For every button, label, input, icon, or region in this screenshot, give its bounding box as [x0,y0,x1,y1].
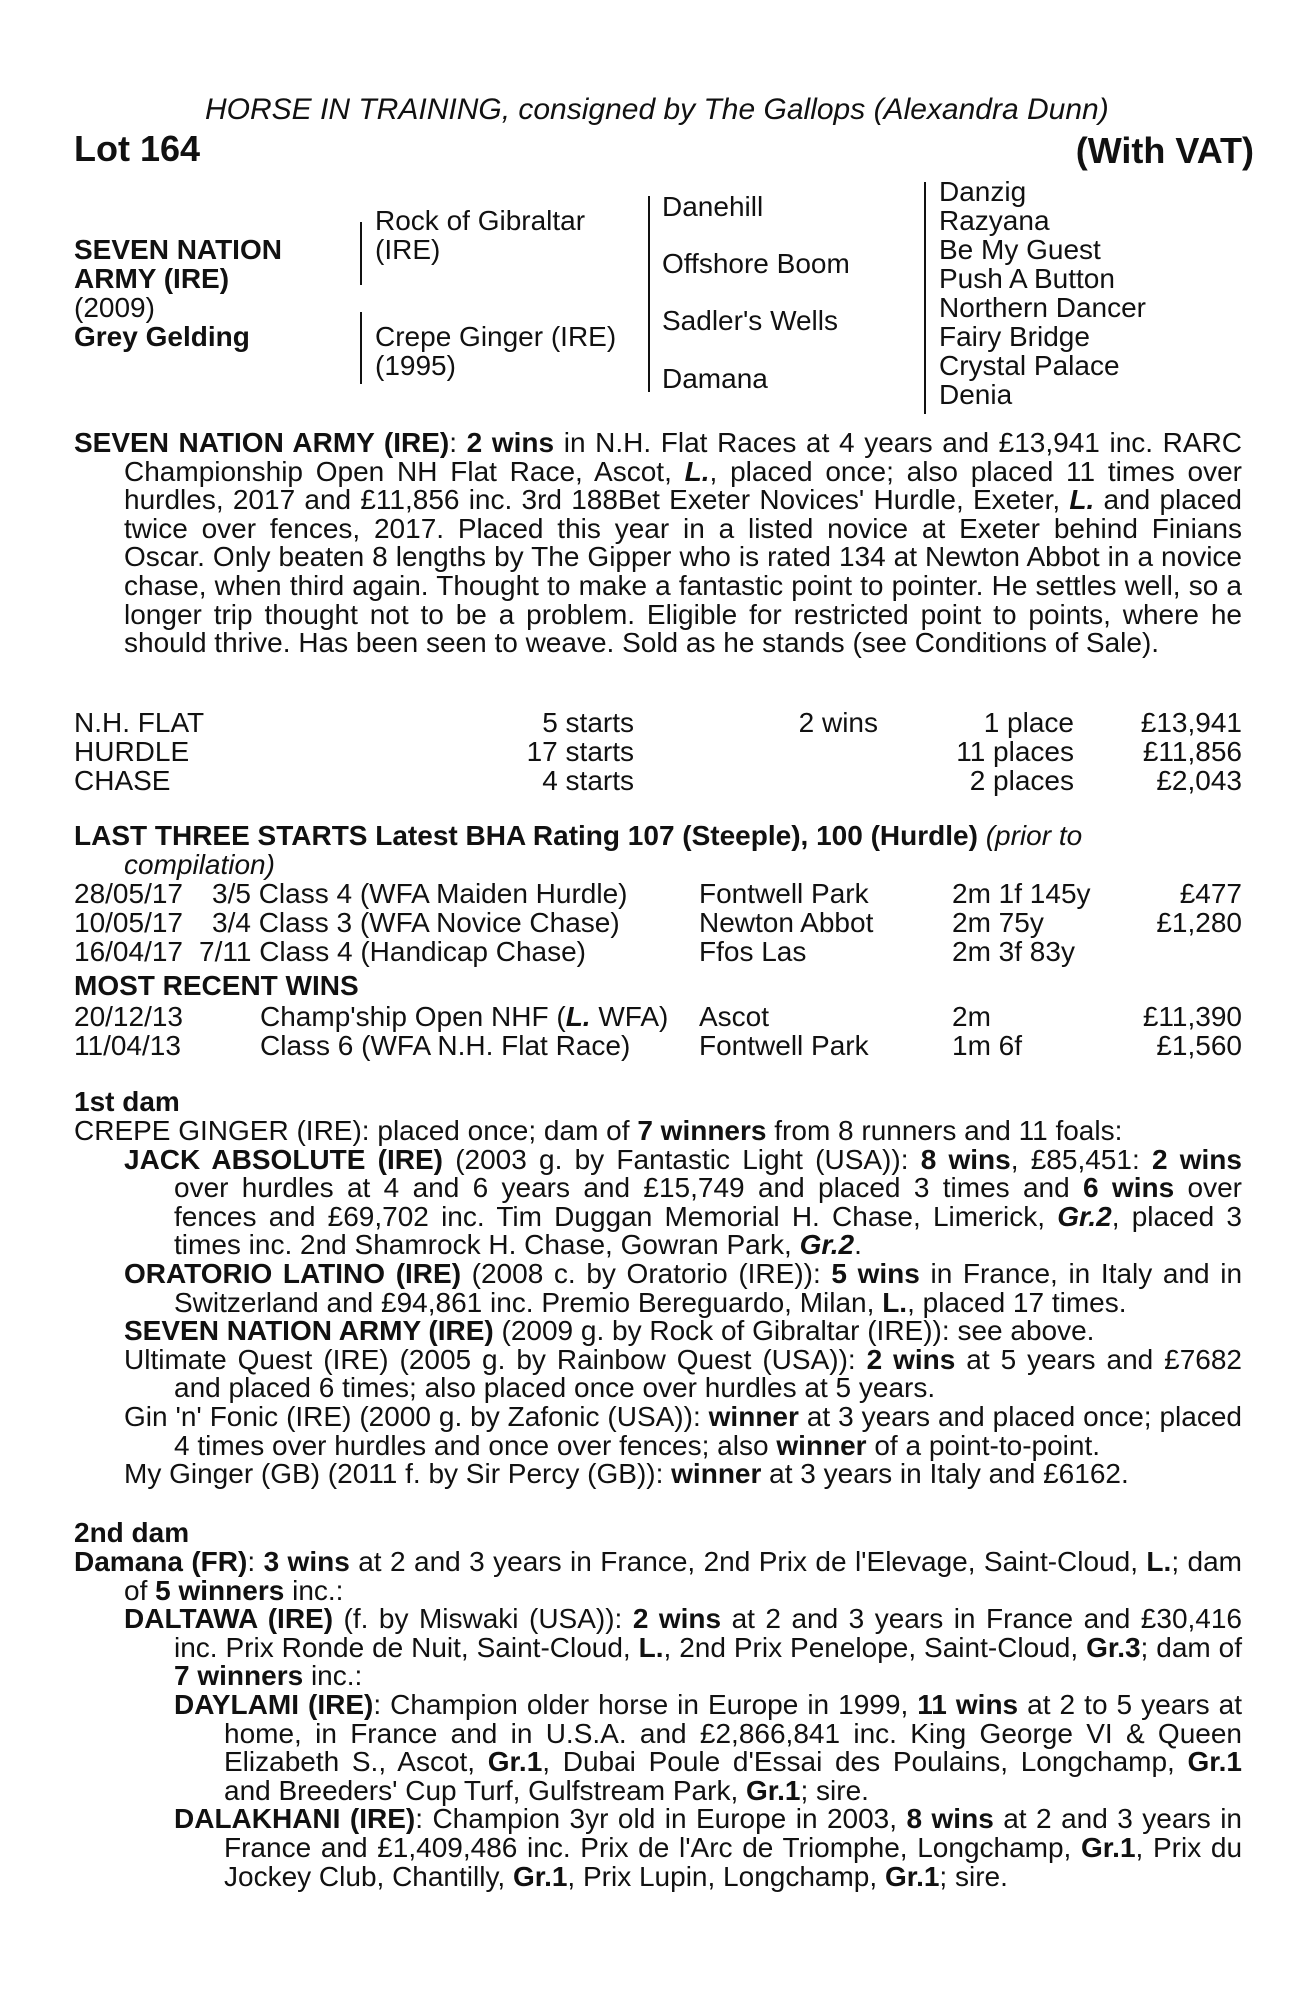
second-dam-heading: 2nd dam [74,1517,190,1548]
pedigree-divider-dam [360,312,362,384]
horse-description: SEVEN NATION ARMY (IRE): 2 wins in N.H. Flat Races at 4 years and £13,941 inc. RARC Championship Open NH Flat Race, Ascot, L., placed once; also placed 11 times over hurdles, 2017 and £11,856 inc. 3rd 188Bet Exeter Novices' Hurdle, Exeter, L. and placed twice over fences, 2017. Placed this year in a listed novice at Exeter behind Finians Oscar. Only beaten 8 lengths by The Gipper who is rated 134 at Newton Abbot in a novice chase, when third again. Thought to make a fantastic point to pointer. He settles well, so a longer trip thought not to be a problem. Eligible for restricted point to points, where he should thrive. Has been seen to weave. Sold as he stands (see Conditions of Sale). [74,427,1243,659]
pedigree-ggp-5: Northern Dancer [939,292,1146,323]
horse-sex: Grey Gelding [74,321,250,352]
vat-status: (With VAT) [1075,130,1254,171]
horse-name-line2: ARMY (IRE) [74,263,230,294]
pedigree-ggp-8: Denia [939,379,1013,410]
recent-wins-heading: MOST RECENT WINS [74,970,359,1001]
first-dam-section: CREPE GINGER (IRE): placed once; dam of 7 winners from 8 runners and 11 foals: JACK ABSOLUTE (IRE) (2003 g. by Fantastic Light (USA)): 8 wins, £85,451: 2 wins over hurdles at 4 and 6 years and £15,749 and placed 3 times and 6 wins over fences and £69,702 inc. Tim Duggan Memorial H. Chase, Limerick, Gr.2, placed 3 times inc. 2nd Shamrock H. Chase, Gowran Park, Gr.2. ORATORIO LATINO (IRE) (2008 c. by Oratorio (IRE)): 5 wins in France, in Italy and in Switzerland and £94,861 inc. Premio Bereguardo, Milan, L., placed 17 times. SEVEN NATION ARMY (IRE) (2009 g. by Rock of Gibraltar (IRE)): see above. Ultimate Quest (IRE) (2005 g. by Rainbow Quest (USA)): 2 wins at 5 years and £7682 and placed 6 times; also placed once over hurdles at 5 years. Gin 'n' Fonic (IRE) (2000 g. by Zafonic (USA)): winner at 3 years and placed once; placed 4 times over hurdles and once over fences; also winner of a point-to-point. My Ginger (GB) (2011 f. by Sir Percy (GB)): winner at 3 years in Italy and £6162. [74,1115,1243,1490]
produce-dalakhani: DALAKHANI (IRE): Champion 3yr old in Europe in 2003, 8 wins at 2 and 3 years in France and £1,409,486 inc. Prix de l'Arc de Triomphe, Longchamp, Gr.1, Prix du Jockey Club, Chantilly, Gr.1, Prix Lupin, Longchamp, Gr.1; sire. [174,1803,1243,1892]
produce-seven-nation-army: SEVEN NATION ARMY (IRE) (2009 g. by Rock of Gibraltar (IRE)): see above. [124,1315,1095,1347]
second-dam-section [74,1548,1242,1891]
lot-number: Lot 164 [74,128,201,169]
pedigree-ggp-2: Razyana [939,205,1050,236]
pedigree-divider-ggp [924,182,926,414]
produce-ultimate-quest: Ultimate Quest (IRE) (2005 g. by Rainbow Quest (USA)): 2 wins at 5 years and £7682 and placed 6 times; also placed once over hurdles at 5 years. [124,1343,1243,1404]
pedigree-divider-sire [360,222,362,285]
produce-my-ginger: My Ginger (GB) (2011 f. by Sir Percy (GB)): winner at 3 years in Italy and £6162. [124,1458,1129,1490]
dam-damana: Damana (FR): 3 wins at 2 and 3 years in France, 2nd Prix de l'Elevage, Saint-Cloud, L.; dam of 5 winners inc.: [74,1546,1242,1606]
pedigree-ggp-3: Be My Guest [939,234,1101,265]
produce-oratorio-latino: ORATORIO LATINO (IRE) (2008 c. by Oratorio (IRE)): 5 wins in France, in Italy and in Switzerland and £94,861 inc. Premio Bereguardo, Milan, L., placed 17 times. [124,1257,1243,1318]
pedigree-gp-3: Sadler's Wells [662,305,838,336]
pedigree-gp-1: Danehill [662,191,764,222]
pedigree-ggp-7: Crystal Palace [939,350,1120,381]
pedigree-dam-year: (1995) [375,350,456,381]
produce-daylami: DAYLAMI (IRE): Champion older horse in Europe in 1999, 11 wins at 2 to 5 years at home, in France and in U.S.A. and £2,866,841 inc. King George VI & Queen Elizabeth S., Ascot, Gr.1, Dubai Poule d'Essai des Poulains, Longchamp, Gr.1 and Breeders' Cup Turf, Gulfstream Park, Gr.1; sire. [174,1688,1243,1806]
pedigree-gp-2: Offshore Boom [662,248,850,279]
pedigree-ggp-4: Push A Button [939,263,1115,294]
pedigree-gp-4: Damana [662,363,768,394]
produce-daltawa: DALTAWA (IRE) (f. by Miswaki (USA)): 2 wins at 2 and 3 years in France and £30,416 inc. Prix Ronde de Nuit, Saint-Cloud, L., 2nd Prix Penelope, Saint-Cloud, Gr.3; dam of 7 winners inc.: [124,1603,1243,1692]
horse-name-line1: SEVEN NATION [74,234,282,265]
produce-gin-n-fonic: Gin 'n' Fonic (IRE) (2000 g. by Zafonic (USA)): winner at 3 years and placed once; placed 4 times over hurdles and once over fences; also winner of a point-to-point. [124,1400,1242,1461]
first-dam-heading: 1st dam [74,1086,180,1117]
pedigree-sire-country: (IRE) [375,234,441,265]
pedigree-dam: Crepe Ginger (IRE) [375,321,617,352]
last-three-heading: LAST THREE STARTS Latest BHA Rating 107 (Steeple), 100 (Hurdle) (prior to [74,820,1083,851]
consignor-line: HORSE IN TRAINING, consigned by The Gallops (Alexandra Dunn) [205,93,1109,126]
pedigree-divider-gp [648,196,650,392]
pedigree-ggp-1: Danzig [939,176,1027,207]
pedigree-ggp-6: Fairy Bridge [939,321,1090,352]
horse-year: (2009) [74,292,155,323]
description-horse-name: SEVEN NATION ARMY (IRE) [74,427,450,458]
produce-jack-absolute: JACK ABSOLUTE (IRE) (2003 g. by Fantastic Light (USA)): 8 wins, £85,451: 2 wins over hurdles at 4 and 6 years and £15,749 and placed 3 times and 6 wins over fences and £69,702 inc. Tim Duggan Memorial H. Chase, Limerick, Gr.2, placed 3 times inc. 2nd Shamrock H. Chase, Gowran Park, Gr.2. [124,1143,1242,1261]
pedigree-sire: Rock of Gibraltar [375,205,586,236]
